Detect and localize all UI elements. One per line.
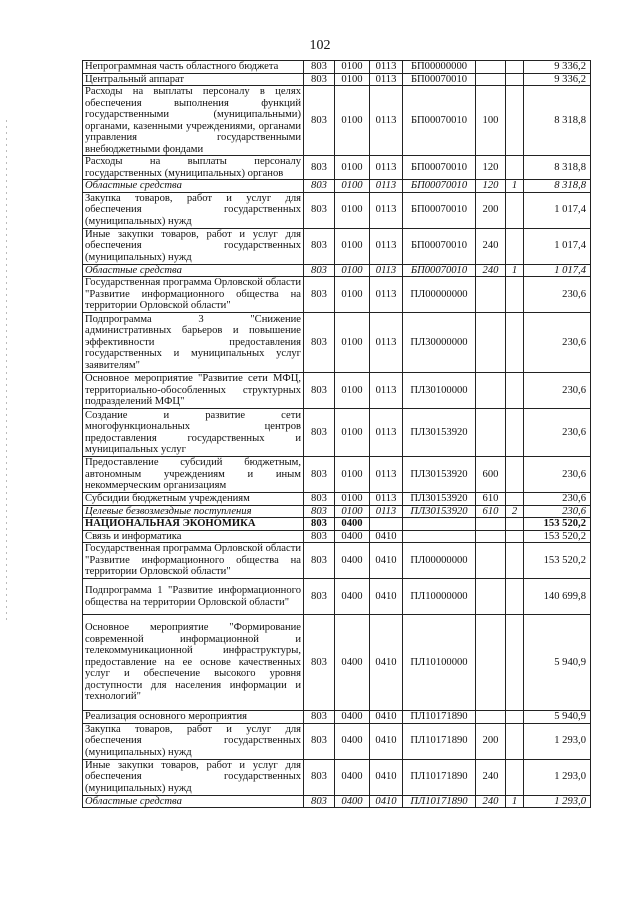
row-amount: 230,6 <box>524 409 591 457</box>
row-glava-code: 803 <box>304 615 335 711</box>
row-target-article: БП00070010 <box>403 228 476 264</box>
table-row <box>83 493 591 506</box>
row-section-code: 0400 <box>335 518 370 531</box>
row-expense-type <box>476 277 506 313</box>
row-expense-type <box>476 409 506 457</box>
table-row <box>83 530 591 543</box>
row-expense-type: 240 <box>476 264 506 277</box>
row-section-code: 0100 <box>335 73 370 86</box>
row-subsection-code: 0113 <box>370 228 403 264</box>
row-funding-source <box>506 409 524 457</box>
row-target-article: БП00070010 <box>403 192 476 228</box>
row-amount: 153 520,2 <box>524 543 591 579</box>
row-amount: 8 318,8 <box>524 180 591 193</box>
table-row <box>83 192 591 228</box>
row-name: Иные закупки товаров, работ и услуг для обеспечения государственных (муниципальных) нужд <box>83 759 304 795</box>
row-glava-code: 803 <box>304 759 335 795</box>
table-row <box>83 156 591 180</box>
row-target-article: ПЛ10171890 <box>403 795 476 808</box>
row-funding-source <box>506 61 524 74</box>
table-row <box>83 180 591 193</box>
row-amount: 1 017,4 <box>524 192 591 228</box>
row-funding-source <box>506 156 524 180</box>
row-expense-type: 120 <box>476 180 506 193</box>
table-row <box>83 264 591 277</box>
row-section-code: 0400 <box>335 795 370 808</box>
row-name: Закупка товаров, работ и услуг для обеспечения государственных (муниципальных) нужд <box>83 192 304 228</box>
row-target-article: БП00070010 <box>403 73 476 86</box>
row-glava-code: 803 <box>304 192 335 228</box>
row-subsection-code: 0113 <box>370 313 403 373</box>
row-name: Предоставление субсидий бюджетным, автономным учреждениям и иным некоммерческим организациям <box>83 457 304 493</box>
row-funding-source <box>506 543 524 579</box>
row-target-article: ПЛ00000000 <box>403 543 476 579</box>
row-target-article: ПЛ10171890 <box>403 759 476 795</box>
row-name: Центральный аппарат <box>83 73 304 86</box>
row-target-article: ПЛ30153920 <box>403 505 476 518</box>
table-row <box>83 277 591 313</box>
row-subsection-code: 0113 <box>370 409 403 457</box>
table-row <box>83 615 591 711</box>
row-name: Областные средства <box>83 264 304 277</box>
row-name: Государственная программа Орловской области "Развитие информационного общества на территории Орловской области" <box>83 277 304 313</box>
table-row <box>83 579 591 615</box>
row-name: Областные средства <box>83 180 304 193</box>
row-funding-source <box>506 457 524 493</box>
table-row <box>83 723 591 759</box>
row-section-code: 0100 <box>335 61 370 74</box>
table-row <box>83 505 591 518</box>
row-name: Основное мероприятие "Формирование современной информационной и телекоммуникационной инфраструктуры, предоставление на ее основе качественных услуг и обеспечение высокого уровня доступности для населения информации и технологий" <box>83 615 304 711</box>
row-subsection-code: 0410 <box>370 530 403 543</box>
row-expense-type: 240 <box>476 759 506 795</box>
row-funding-source <box>506 723 524 759</box>
table-row <box>83 228 591 264</box>
row-amount: 8 318,8 <box>524 86 591 156</box>
row-target-article: ПЛ30153920 <box>403 457 476 493</box>
row-subsection-code: 0410 <box>370 723 403 759</box>
row-section-code: 0100 <box>335 180 370 193</box>
row-section-code: 0100 <box>335 313 370 373</box>
row-funding-source <box>506 73 524 86</box>
row-expense-type: 610 <box>476 493 506 506</box>
row-expense-type: 200 <box>476 723 506 759</box>
row-name: Расходы на выплаты персоналу государственных (муниципальных) органов <box>83 156 304 180</box>
row-amount: 230,6 <box>524 373 591 409</box>
row-glava-code: 803 <box>304 156 335 180</box>
row-amount: 5 940,9 <box>524 711 591 724</box>
row-name: Реализация основного мероприятия <box>83 711 304 724</box>
row-glava-code: 803 <box>304 493 335 506</box>
row-expense-type <box>476 711 506 724</box>
row-expense-type <box>476 373 506 409</box>
row-amount: 153 520,2 <box>524 518 591 531</box>
row-target-article: ПЛ30153920 <box>403 493 476 506</box>
row-amount: 1 293,0 <box>524 723 591 759</box>
row-subsection-code: 0113 <box>370 373 403 409</box>
table-row <box>83 409 591 457</box>
row-section-code: 0100 <box>335 409 370 457</box>
row-name: Целевые безвозмездные поступления <box>83 505 304 518</box>
table-row <box>83 457 591 493</box>
row-subsection-code: 0410 <box>370 711 403 724</box>
row-amount: 230,6 <box>524 493 591 506</box>
page-number: 102 <box>309 38 331 53</box>
row-target-article: БП00070010 <box>403 156 476 180</box>
table-row <box>83 795 591 808</box>
row-section-code: 0100 <box>335 277 370 313</box>
row-glava-code: 803 <box>304 795 335 808</box>
row-subsection-code: 0410 <box>370 579 403 615</box>
row-expense-type <box>476 73 506 86</box>
row-amount: 1 293,0 <box>524 759 591 795</box>
row-section-code: 0400 <box>335 543 370 579</box>
row-amount: 9 336,2 <box>524 61 591 74</box>
row-glava-code: 803 <box>304 409 335 457</box>
row-glava-code: 803 <box>304 61 335 74</box>
row-funding-source <box>506 518 524 531</box>
table-row <box>83 373 591 409</box>
row-funding-source <box>506 277 524 313</box>
table-row <box>83 313 591 373</box>
row-glava-code: 803 <box>304 543 335 579</box>
table-row <box>83 73 591 86</box>
row-expense-type <box>476 579 506 615</box>
row-section-code: 0400 <box>335 615 370 711</box>
row-amount: 1 293,0 <box>524 795 591 808</box>
row-amount: 230,6 <box>524 457 591 493</box>
table-row <box>83 711 591 724</box>
row-target-article: ПЛ10100000 <box>403 615 476 711</box>
row-expense-type: 600 <box>476 457 506 493</box>
row-expense-type <box>476 530 506 543</box>
row-target-article: ПЛ30000000 <box>403 313 476 373</box>
row-name: Связь и информатика <box>83 530 304 543</box>
row-amount: 140 699,8 <box>524 579 591 615</box>
row-name: Основное мероприятие "Развитие сети МФЦ, территориально-обособленных структурных подразделений МФЦ" <box>83 373 304 409</box>
budget-table <box>82 60 591 808</box>
row-target-article: БП00070010 <box>403 180 476 193</box>
table-row <box>83 543 591 579</box>
row-section-code: 0400 <box>335 723 370 759</box>
row-amount: 230,6 <box>524 505 591 518</box>
row-glava-code: 803 <box>304 180 335 193</box>
table-row <box>83 86 591 156</box>
row-glava-code: 803 <box>304 711 335 724</box>
row-section-code: 0400 <box>335 711 370 724</box>
row-section-code: 0100 <box>335 493 370 506</box>
row-funding-source <box>506 86 524 156</box>
row-amount: 9 336,2 <box>524 73 591 86</box>
row-amount: 1 017,4 <box>524 264 591 277</box>
row-glava-code: 803 <box>304 86 335 156</box>
table-row <box>83 61 591 74</box>
row-glava-code: 803 <box>304 518 335 531</box>
row-section-code: 0400 <box>335 579 370 615</box>
row-target-article: ПЛ30153920 <box>403 409 476 457</box>
row-glava-code: 803 <box>304 228 335 264</box>
row-section-code: 0100 <box>335 505 370 518</box>
row-target-article: ПЛ00000000 <box>403 277 476 313</box>
row-section-code: 0100 <box>335 156 370 180</box>
row-funding-source <box>506 579 524 615</box>
row-funding-source <box>506 192 524 228</box>
row-amount: 8 318,8 <box>524 156 591 180</box>
row-expense-type: 100 <box>476 86 506 156</box>
row-target-article <box>403 518 476 531</box>
row-glava-code: 803 <box>304 73 335 86</box>
row-name: Подпрограмма 3 "Снижение административных барьеров и повышение эффективности предоставления государственных и муниципальных услуг заявителям" <box>83 313 304 373</box>
row-target-article <box>403 530 476 543</box>
row-funding-source <box>506 373 524 409</box>
row-amount: 1 017,4 <box>524 228 591 264</box>
row-funding-source <box>506 530 524 543</box>
row-target-article: ПЛ10171890 <box>403 723 476 759</box>
row-subsection-code: 0113 <box>370 86 403 156</box>
row-subsection-code: 0113 <box>370 192 403 228</box>
scan-margin-line <box>6 120 7 620</box>
row-expense-type: 240 <box>476 795 506 808</box>
row-section-code: 0400 <box>335 759 370 795</box>
row-name: Областные средства <box>83 795 304 808</box>
row-glava-code: 803 <box>304 505 335 518</box>
row-funding-source <box>506 313 524 373</box>
row-section-code: 0100 <box>335 228 370 264</box>
row-name: Создание и развитие сети многофункциональных центров предоставления государственных и муниципальных услуг <box>83 409 304 457</box>
row-funding-source: 2 <box>506 505 524 518</box>
row-subsection-code: 0410 <box>370 615 403 711</box>
row-section-code: 0100 <box>335 457 370 493</box>
row-glava-code: 803 <box>304 277 335 313</box>
row-subsection-code: 0113 <box>370 61 403 74</box>
row-expense-type <box>476 61 506 74</box>
row-subsection-code: 0410 <box>370 795 403 808</box>
row-funding-source <box>506 711 524 724</box>
row-target-article: ПЛ10171890 <box>403 711 476 724</box>
row-amount: 230,6 <box>524 313 591 373</box>
row-glava-code: 803 <box>304 723 335 759</box>
row-funding-source <box>506 228 524 264</box>
row-subsection-code: 0410 <box>370 759 403 795</box>
row-expense-type <box>476 615 506 711</box>
row-target-article: БП00070010 <box>403 86 476 156</box>
row-funding-source: 1 <box>506 180 524 193</box>
row-name: НАЦИОНАЛЬНАЯ ЭКОНОМИКА <box>83 518 304 531</box>
row-expense-type <box>476 543 506 579</box>
row-expense-type: 610 <box>476 505 506 518</box>
row-glava-code: 803 <box>304 457 335 493</box>
row-expense-type: 200 <box>476 192 506 228</box>
row-subsection-code: 0113 <box>370 264 403 277</box>
row-expense-type <box>476 518 506 531</box>
row-name: Непрограммная часть областного бюджета <box>83 61 304 74</box>
row-target-article: ПЛ10000000 <box>403 579 476 615</box>
row-funding-source <box>506 615 524 711</box>
row-section-code: 0100 <box>335 192 370 228</box>
row-glava-code: 803 <box>304 373 335 409</box>
table-row <box>83 518 591 531</box>
row-glava-code: 803 <box>304 313 335 373</box>
row-subsection-code: 0113 <box>370 457 403 493</box>
row-name: Закупка товаров, работ и услуг для обеспечения государственных (муниципальных) нужд <box>83 723 304 759</box>
row-subsection-code <box>370 518 403 531</box>
row-target-article: БП00000000 <box>403 61 476 74</box>
row-amount: 153 520,2 <box>524 530 591 543</box>
row-amount: 5 940,9 <box>524 615 591 711</box>
row-funding-source <box>506 759 524 795</box>
row-section-code: 0400 <box>335 530 370 543</box>
row-name: Подпрограмма 1 "Развитие информационного общества на территории Орловской области" <box>83 579 304 615</box>
row-subsection-code: 0113 <box>370 180 403 193</box>
row-glava-code: 803 <box>304 579 335 615</box>
row-subsection-code: 0113 <box>370 493 403 506</box>
row-target-article: БП00070010 <box>403 264 476 277</box>
row-expense-type <box>476 313 506 373</box>
row-subsection-code: 0113 <box>370 277 403 313</box>
row-expense-type: 120 <box>476 156 506 180</box>
row-name: Иные закупки товаров, работ и услуг для обеспечения государственных (муниципальных) нужд <box>83 228 304 264</box>
row-funding-source: 1 <box>506 795 524 808</box>
row-target-article: ПЛ30100000 <box>403 373 476 409</box>
row-subsection-code: 0410 <box>370 543 403 579</box>
row-glava-code: 803 <box>304 530 335 543</box>
row-funding-source: 1 <box>506 264 524 277</box>
row-amount: 230,6 <box>524 277 591 313</box>
row-name: Государственная программа Орловской области "Развитие информационного общества на территории Орловской области" <box>83 543 304 579</box>
row-subsection-code: 0113 <box>370 156 403 180</box>
table-body <box>83 61 591 808</box>
row-section-code: 0100 <box>335 264 370 277</box>
row-section-code: 0100 <box>335 373 370 409</box>
row-section-code: 0100 <box>335 86 370 156</box>
row-subsection-code: 0113 <box>370 505 403 518</box>
row-expense-type: 240 <box>476 228 506 264</box>
row-funding-source <box>506 493 524 506</box>
row-subsection-code: 0113 <box>370 73 403 86</box>
row-name: Субсидии бюджетным учреждениям <box>83 493 304 506</box>
row-name: Расходы на выплаты персоналу в целях обеспечения выполнения функций государственными (муниципальными) органами, казенными учреждениями, органами управления государственными внебюджетными фондами <box>83 86 304 156</box>
row-glava-code: 803 <box>304 264 335 277</box>
table-row <box>83 759 591 795</box>
